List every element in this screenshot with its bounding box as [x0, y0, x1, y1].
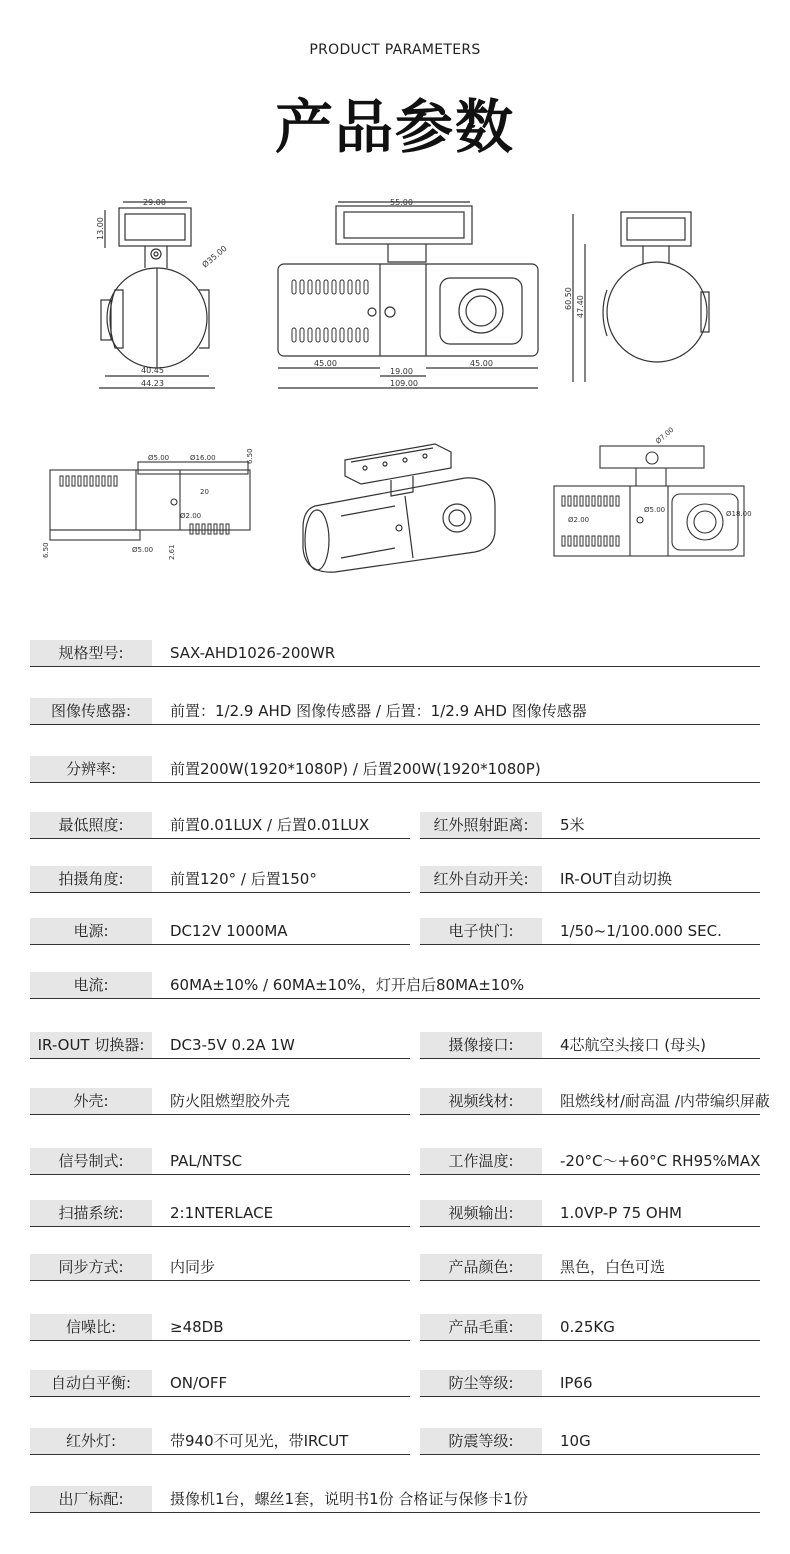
row-divider	[420, 1226, 760, 1227]
spec-label: 出厂标配:	[30, 1486, 152, 1512]
spec-value: 前置：1/2.9 AHD 图像传感器 / 后置：1/2.9 AHD 图像传感器	[170, 702, 587, 720]
spec-label: 信噪比:	[30, 1314, 152, 1340]
spec-label: 拍摄角度:	[30, 866, 152, 892]
side-dim-mid: 19.00	[390, 367, 413, 376]
page-title: 产品参数	[274, 93, 515, 161]
front-dim-top: 29.00	[143, 198, 166, 207]
spec-label: 扫描系统:	[30, 1200, 152, 1226]
row-divider	[420, 838, 760, 839]
bottom-view-drawing	[40, 440, 270, 570]
spec-value: 摄像机1台，螺丝1套，说明书1份 合格证与保修卡1份	[170, 1490, 528, 1508]
row-divider	[30, 944, 410, 945]
spec-value: IR-OUT自动切换	[560, 870, 673, 888]
spec-label: 工作温度:	[420, 1148, 542, 1174]
row-divider	[30, 1280, 410, 1281]
spec-label: 摄像接口:	[420, 1032, 542, 1058]
spec-value: DC12V 1000MA	[170, 922, 288, 940]
row-divider	[30, 666, 760, 667]
spec-value: DC3-5V 0.2A 1W	[170, 1036, 295, 1054]
spec-value: 0.25KG	[560, 1318, 615, 1336]
spec-label: 信号制式:	[30, 1148, 152, 1174]
rear-dim-h1: 60.50	[564, 287, 573, 310]
row-divider	[420, 1114, 760, 1115]
spec-value: 1.0VP-P 75 OHM	[560, 1204, 682, 1222]
spec-label: 图像传感器:	[30, 698, 152, 724]
bottom-dim-d4: 20	[200, 488, 209, 496]
bottom-dim-d5: Ø2.00	[180, 512, 202, 520]
spec-value: SAX-AHD1026-200WR	[170, 644, 336, 662]
spec-label: 最低照度:	[30, 812, 152, 838]
spec-label: 视频输出:	[420, 1200, 542, 1226]
row-divider	[420, 1454, 760, 1455]
spec-value: 前置200W(1920*1080P) / 后置200W(1920*1080P)	[170, 760, 541, 778]
side-dim-total: 109.00	[390, 379, 418, 388]
spec-value: 10G	[560, 1432, 591, 1450]
spec-value: PAL/NTSC	[170, 1152, 243, 1170]
row-divider	[30, 1396, 410, 1397]
row-divider	[420, 1058, 760, 1059]
row-divider	[30, 892, 410, 893]
spec-value: 防火阻燃塑胶外壳	[170, 1092, 291, 1110]
spec-value: 前置120° / 后置150°	[170, 870, 317, 888]
front-dim-bottom1: 40.45	[141, 366, 164, 375]
spec-label: 红外照射距离:	[420, 812, 542, 838]
row-divider	[420, 1396, 760, 1397]
isometric-view-drawing	[295, 430, 515, 580]
front-dim-height: 13.00	[96, 217, 105, 240]
top-dim-d4: Ø18.00	[726, 510, 752, 518]
spec-label: 分辨率:	[30, 756, 152, 782]
spec-value: 2:1NTERLACE	[170, 1204, 274, 1222]
front-view-drawing	[95, 190, 235, 400]
row-divider	[30, 782, 760, 783]
spec-value: 5米	[560, 816, 585, 834]
spec-label: 自动白平衡:	[30, 1370, 152, 1396]
rear-view-drawing	[565, 200, 715, 390]
spec-label: IR-OUT 切换器:	[30, 1032, 152, 1058]
top-dim-d1: Ø7.00	[654, 425, 676, 446]
spec-value: ≥48DB	[170, 1318, 224, 1336]
spec-value: 阻燃线材/耐高温 /内带编织屏蔽	[560, 1092, 770, 1110]
front-dim-diameter: Ø35.00	[200, 243, 229, 270]
spec-value: 黑色，白色可选	[560, 1258, 666, 1276]
top-dim-d3: Ø5.00	[644, 506, 666, 514]
row-divider	[30, 1454, 410, 1455]
row-divider	[420, 892, 760, 893]
row-divider	[30, 838, 410, 839]
spec-label: 产品颜色:	[420, 1254, 542, 1280]
spec-label: 规格型号:	[30, 640, 152, 666]
top-view-drawing	[548, 425, 752, 560]
bottom-dim-d6: 6.50	[42, 542, 50, 558]
rear-dim-h2: 47.40	[576, 295, 585, 318]
spec-label: 同步方式:	[30, 1254, 152, 1280]
row-divider	[30, 1226, 410, 1227]
spec-value: 前置0.01LUX / 后置0.01LUX	[170, 816, 370, 834]
spec-value: 60MA±10% / 60MA±10%，灯开启后80MA±10%	[170, 976, 525, 994]
spec-value: 内同步	[170, 1258, 216, 1276]
row-divider	[420, 1340, 760, 1341]
spec-label: 外壳:	[30, 1088, 152, 1114]
spec-label: 电源:	[30, 918, 152, 944]
bottom-dim-d1: Ø5.00	[148, 454, 170, 462]
spec-label: 视频线材:	[420, 1088, 542, 1114]
row-divider	[30, 998, 760, 999]
spec-label: 产品毛重:	[420, 1314, 542, 1340]
spec-value: 带940不可见光，带IRCUT	[170, 1432, 349, 1450]
spec-label: 电子快门:	[420, 918, 542, 944]
row-divider	[30, 1114, 410, 1115]
side-dim-right: 45.00	[470, 359, 493, 368]
row-divider	[30, 1512, 760, 1513]
spec-value: IP66	[560, 1374, 593, 1392]
top-dim-d2: Ø2.00	[568, 516, 590, 524]
spec-value: ON/OFF	[170, 1374, 228, 1392]
row-divider	[30, 724, 760, 725]
bottom-dim-d7: Ø5.00	[132, 546, 154, 554]
spec-label: 电流:	[30, 972, 152, 998]
spec-label: 红外自动开关:	[420, 866, 542, 892]
bottom-dim-d2: Ø16.00	[190, 454, 216, 462]
spec-value: 4芯航空头接口 (母头)	[560, 1036, 707, 1054]
row-divider	[420, 1174, 760, 1175]
front-dim-bottom2: 44.23	[141, 379, 164, 388]
row-divider	[420, 944, 760, 945]
section-subtitle: PRODUCT PARAMETERS	[309, 42, 481, 58]
spec-label: 红外灯:	[30, 1428, 152, 1454]
spec-label: 防尘等级:	[420, 1370, 542, 1396]
row-divider	[30, 1058, 410, 1059]
side-view-drawing	[270, 190, 550, 400]
spec-label: 防震等级:	[420, 1428, 542, 1454]
row-divider	[30, 1174, 410, 1175]
bottom-dim-d3: 6.50	[246, 448, 254, 464]
row-divider	[420, 1280, 760, 1281]
spec-value: -20°C～+60°C RH95%MAX	[560, 1152, 761, 1170]
side-dim-top: 55.00	[390, 198, 413, 207]
bottom-dim-d8: 2.61	[168, 544, 176, 560]
row-divider	[30, 1340, 410, 1341]
side-dim-left: 45.00	[314, 359, 337, 368]
spec-value: 1/50~1/100.000 SEC.	[560, 922, 722, 940]
